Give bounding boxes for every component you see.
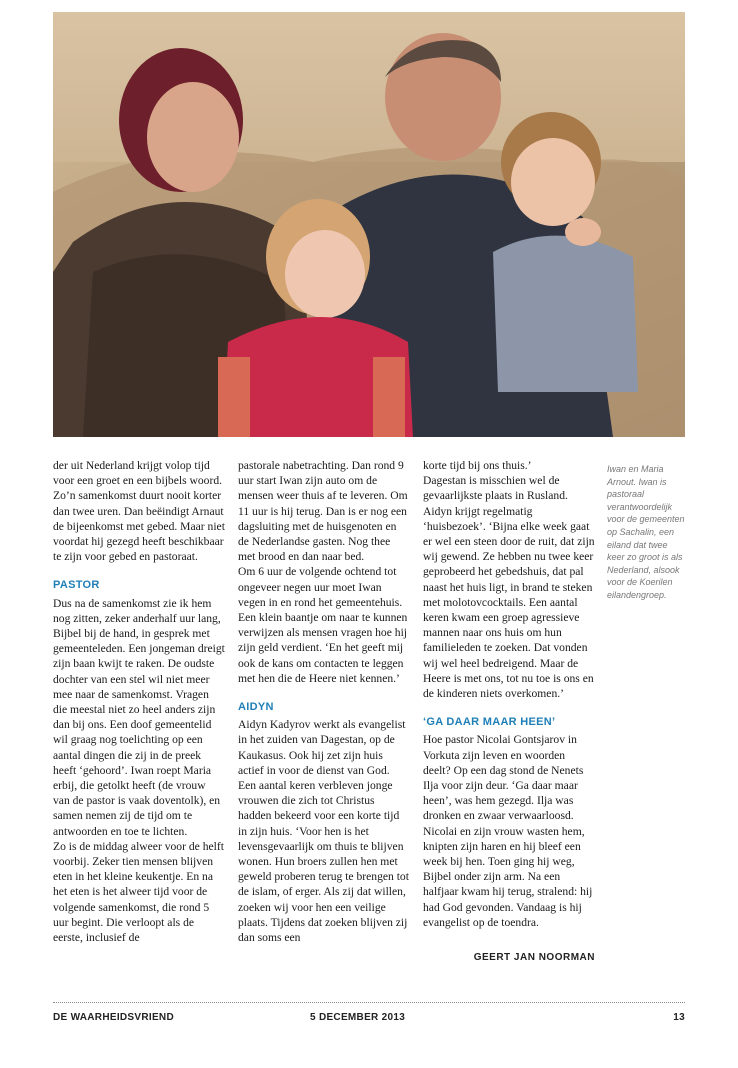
section-heading-aidyn: AIDYN	[238, 701, 274, 714]
footer-publication: DE WAARHEIDSVRIEND	[53, 1012, 174, 1023]
article-column-1	[53, 458, 225, 945]
photo-caption: Iwan en Maria Arnout. Iwan is pastoraal verantwoordelijk voor de gemeenten op Sachalin, een eiland dat twee keer zo groot is als Nederland, alsook voor de Koerilen eilandengroep.	[607, 464, 685, 600]
footer-date: 5 DECEMBER 2013	[310, 1012, 406, 1023]
column1-paragraph-2: Dus na de samenkomst zie ik hem nog zitten, zeker anderhalf uur lang, Bijbel bij de hand, in gesprek met gemeenteleden. Een jongeman dreigt zijn baan kwijt te raken. De oudste dochter van een stel wil niet meer mee naar de samenkomst. Vragen die meestal niet zo heel anders zijn dan bij ons. Een doof gemeentelid wil graag nog toelichting op een aantal dingen die zij in de preek heeft ‘gehoord’. Iwan roept Maria erbij, die getolkt heeft (de vrouw van de pastor is vaak doventolk), en samen nemen zij de tijd om te antwoorden en toe te lichten.	[53, 596, 225, 838]
section-heading-ga-daar-maar-heen: ‘GA DAAR MAAR HEEN’	[423, 716, 556, 729]
column3-paragraph-1: korte tijd bij ons thuis.’	[423, 459, 532, 472]
section-heading-pastor: PASTOR	[53, 579, 100, 592]
article-column-3	[423, 458, 595, 930]
column1-paragraph-3: Zo is de middag alweer voor de helft voorbij. Zeker tien mensen blijven eten in het kleine keukentje. En na het eten is het alweer tijd voor de volgende samenkomst, die rond 5 uur begint. Die verloopt als de eerste, inclusief de	[53, 839, 224, 945]
column3-paragraph-3: Hoe pastor Nicolai Gontsjarov in Vorkuta zijn leven en woorden deelt? Op een dag stond de Nenets Ilja voor zijn deur. ‘Ga daar maar heen’, was hem gezegd. Ilja was dronken en zwaar verwaarloosd. Nicolai en zijn vrouw wasten hem, knipten zijn haren en hij bleef een week bij hen. Toen ging hij weg, Bijbel onder zijn arm. Na een halfjaar kwam hij terug, stralend: hij had God gevonden. Vandaag is hij evangelist op de toendra.	[423, 733, 593, 929]
column2-paragraph-2: Om 6 uur de volgende ochtend tot ongeveer negen uur moet Iwan vegen in en rond het gemeentehuis. Een klein baantje om naar te kunnen verwijzen als mensen vragen hoe hij zijn geld verdient. ‘En het geeft mij ook de kans om contacten te leggen met hen die de Heere niet kennen.’	[238, 565, 408, 685]
column3-paragraph-2: Dagestan is misschien wel de gevaarlijkste plaats in Rusland. Aidyn krijgt regelmatig ‘huisbezoek’. ‘Bijna elke week gaat er wel een steen door de ruit, dat zijn wij gewend. Ze hebben nu twee keer geprobeerd het gebedshuis, dat pal naast het huis ligt, in brand te steken met molotovcocktails. Een aantal keren kwam een groep agressieve mannen naar ons huis om hun familieleden te zoeken. Dat vonden wij wel heel bedreigend. Maar de Heere is met ons, tot nu toe is ons en de kinderen niets overkomen.’	[423, 474, 595, 701]
author-byline: GEERT JAN NOORMAN	[473, 952, 595, 963]
family-photo-icon	[53, 12, 685, 437]
page-number: 13	[673, 1012, 685, 1023]
footer-divider	[53, 1002, 685, 1003]
column2-paragraph-1: pastorale nabetrachting. Dan rond 9 uur start Iwan zijn auto om de mensen weer thuis af te leveren. Om 11 uur is hij terug. Dan is er nog een dagsluiting met de huisgenoten en de Nederlandse gasten. Nog thee met brood en dan naar bed.	[238, 459, 408, 564]
column2-paragraph-3: Aidyn Kadyrov werkt als evangelist in het zuiden van Dagestan, op de Kaukasus. Ook hij zet zijn huis actief in voor de dienst van God. Een aantal keren verbleven jonge vrouwen die zich tot Christus hadden bekeerd voor een korte tijd in zijn huis. ‘Voor hen is het levensgevaarlijk om thuis te blijven wonen. Hun broers zullen hen met geweld proberen terug te brengen tot de islam, of erger. Als zij dat willen, zoeken wij voor hen een veilige plaats. Tijdens dat zoeken blijven zij dan soms een	[238, 718, 409, 945]
article-column-2	[238, 458, 410, 945]
column1-paragraph-1: der uit Nederland krijgt volop tijd voor een groet en een bijbels woord. Zo’n samenkomst duurt nooit korter dan twee uren. Dan beëindigt Arnaut de bijeenkomst met gebed. Maar niet voordat hij gezegd heeft beschikbaar te zijn voor gebed en pastoraat.	[53, 459, 225, 564]
family-photo	[53, 12, 685, 437]
